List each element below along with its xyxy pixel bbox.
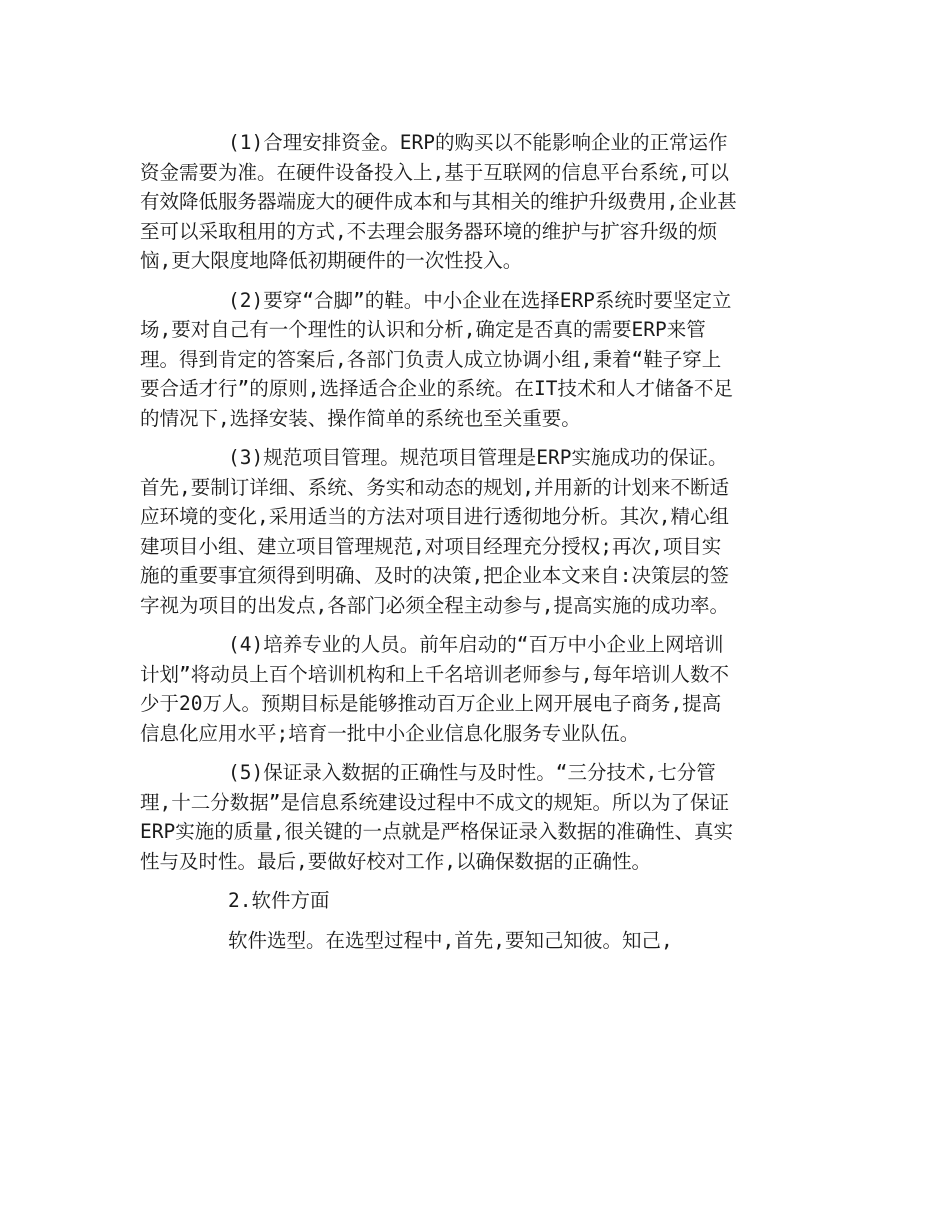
document-body <box>140 128 740 955</box>
paragraph-project-management: (3)规范项目管理。规范项目管理是ERP实施成功的保证。首先,要制订详细、系统、务实和动态的规划,并用新的计划来不断适应环境的变化,采用适当的方法对项目进行透彻地分析。其次,精心组建项目小组、建立项目管理规范,对项目经理充分授权;再次,项目实施的重要事宜须得到明确、及时的决策,把企业本文来自:决策层的签字视为项目的出发点,各部门必须全程主动参与,提高实施的成功率。 <box>140 446 729 617</box>
paragraph-fit-shoes: (2)要穿“合脚”的鞋。中小企业在选择ERP系统时要坚定立场,要对自己有一个理性的认识和分析,确定是否真的需要ERP来管理。得到肯定的答案后,各部门负责人成立协调小组,秉着“鞋子穿上要合适才行”的原则,选择适合企业的系统。在IT技术和人才储备不足的情况下,选择安装、操作简单的系统也至关重要。 <box>140 288 733 430</box>
paragraph-software-selection: 软件选型。在选型过程中,首先,要知己知彼。知己, <box>228 928 673 952</box>
paragraph-data-accuracy: (5)保证录入数据的正确性与及时性。“三分技术,七分管理,十二分数据”是信息系统建设过程中不成文的规矩。所以为了保证ERP实施的质量,很关键的一点就是严格保证录入数据的准确性、真实性与及时性。最后,要做好校对工作,以确保数据的正确性。 <box>140 761 733 873</box>
paragraph-funding: (1)合理安排资金。ERP的购买以不能影响企业的正常运作资金需要为准。在硬件设备投入上,基于互联网的信息平台系统,可以有效降低服务器端庞大的硬件成本和与其相关的维护升级费用,企业甚至可以采取租用的方式,不去理会服务器环境的维护与扩容升级的烦恼,更大限度地降低初期硬件的一次性投入。 <box>140 131 737 272</box>
section-heading-software: 2.软件方面 <box>228 889 330 912</box>
paragraph-training: (4)培养专业的人员。前年启动的“百万中小企业上网培训计划”将动员上百个培训机构和上千名培训老师参与,每年培训人数不少于20万人。预期目标是能够推动百万企业上网开展电子商务,提高信息化应用水平;培育一批中小企业信息化服务专业队伍。 <box>140 633 729 745</box>
